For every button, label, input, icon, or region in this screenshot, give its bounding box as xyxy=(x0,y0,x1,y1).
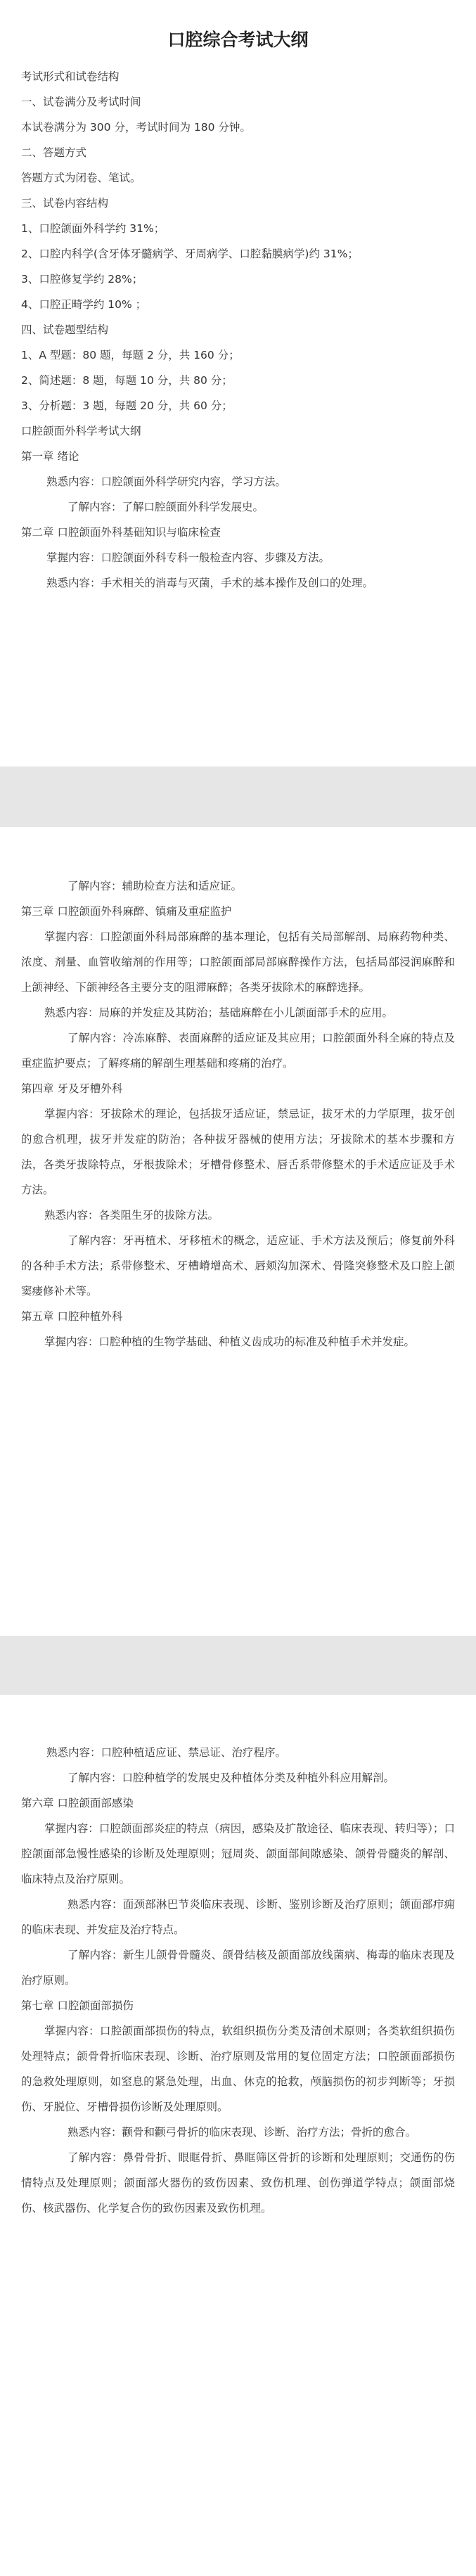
paragraph: 了解内容：鼻骨骨折、眼眶骨折、鼻眶筛区骨折的诊断和处理原则；交通伤的伤情特点及处理原则；颌面部火器伤的致伤因素、致伤机理、创伤弹道学特点；颌面部烧伤、核武器伤、化学复合伤的致伤因素及致伤机理。 xyxy=(21,2151,455,2215)
section-heading: 考试形式和试卷结构 xyxy=(21,70,120,83)
list-item: 4、口腔正畸学约 10% ； xyxy=(21,298,147,311)
paragraph: 掌握内容：口腔颌面部损伤的特点，软组织损伤分类及清创术原则；各类软组织损伤处理特点；颌骨骨折临床表现、诊断、治疗原则及常用的复位固定方法；口腔颌面部损伤的急救处理原则，如窒息的紧急处理，出血、休克的抢救，颅脑损伤的初步判断等；牙损伤、牙脱位、牙槽骨损伤诊断及处理原则。 xyxy=(21,2025,455,2113)
paragraph: 熟悉内容：颧骨和颧弓骨折的临床表现、诊断、治疗方法；骨折的愈合。 xyxy=(67,2126,417,2139)
list-item: 3、分析题：3 题，每题 20 分，共 60 分； xyxy=(21,399,233,412)
list-item: 3、口腔修复学约 28%； xyxy=(21,273,143,286)
chapter-heading: 第四章 牙及牙槽外科 xyxy=(21,1082,123,1095)
paragraph: 熟悉内容：面颈部淋巴节炎临床表现、诊断、鉴别诊断及治疗原则；颌面部疖痈的临床表现、并发症及治疗特点。 xyxy=(21,1898,455,1936)
page-title: 口腔综合考试大纲 xyxy=(167,30,309,50)
text-line: 了解内容：辅助检查方法和适应证。 xyxy=(67,880,243,892)
text-line: 熟悉内容：口腔颌面外科学研究内容，学习方法。 xyxy=(46,475,287,488)
paragraph: 掌握内容：牙拔除术的理论，包括拔牙适应证，禁忌证，拔牙术的力学原理，拔牙创的愈合机理，拔牙并发症的防治；各种拔牙器械的使用方法；牙拔除术的基本步骤和方法，各类牙拔除特点，牙根拔除术；牙槽骨修整术、唇舌系带修整术的手术适应证及手术方法。 xyxy=(21,1108,455,1196)
text-line: 掌握内容：口腔颌面外科专科一般检查内容、步骤及方法。 xyxy=(46,551,330,564)
chapter-heading: 第六章 口腔颌面部感染 xyxy=(21,1797,134,1809)
section-heading: 四、试卷题型结构 xyxy=(21,323,109,336)
text-line: 了解内容：了解口腔颌面外科学发展史。 xyxy=(67,501,264,513)
paragraph: 了解内容：新生儿颌骨骨髓炎、颌骨结核及颌面部放线菌病、梅毒的临床表现及治疗原则。 xyxy=(21,1949,455,1987)
paragraph: 熟悉内容：局麻的并发症及其防治；基础麻醉在小儿颌面部手术的应用。 xyxy=(44,1006,394,1019)
section-heading: 三、试卷内容结构 xyxy=(21,197,109,210)
document-page-1 xyxy=(0,0,476,767)
section-heading: 二、答题方式 xyxy=(21,146,87,159)
paragraph: 了解内容：冷冻麻醉、表面麻醉的适应证及其应用；口腔颌面外科全麻的特点及重症监护要点；了解疼痛的解剖生理基础和疼痛的治疗。 xyxy=(21,1032,455,1070)
page-separator xyxy=(0,1636,476,1695)
text-line: 熟悉内容：手术相关的消毒与灭菌，手术的基本操作及创口的处理。 xyxy=(46,577,374,589)
list-item: 2、口腔内科学(含牙体牙髓病学、牙周病学、口腔黏膜病学)约 31%； xyxy=(21,248,359,260)
section-heading: 口腔颌面外科学考试大纲 xyxy=(21,425,141,437)
paragraph: 掌握内容：口腔颌面外科局部麻醉的基本理论，包括有关局部解剖、局麻药物种类、浓度、剂量、血管收缩剂的作用等；口腔颌面部局部麻醉操作方法，包括局部浸润麻醉和上颌神经、下颌神经各主要分支的阻滞麻醉；各类牙拔除术的麻醉选择。 xyxy=(21,930,455,994)
text-line: 了解内容：口腔种植学的发展史及种植体分类及种植外科应用解剖。 xyxy=(67,1771,395,1784)
text-line: 答题方式为闭卷、笔试。 xyxy=(21,172,141,184)
chapter-heading: 第三章 口腔颌面外科麻醉、镇痛及重症监护 xyxy=(21,905,232,918)
paragraph: 掌握内容：口腔种植的生物学基础、种植义齿成功的标准及种植手术并发症。 xyxy=(44,1335,416,1348)
page-separator xyxy=(0,767,476,827)
document-page-3 xyxy=(0,1695,476,2576)
list-item: 1、A 型题：80 题，每题 2 分，共 160 分； xyxy=(21,349,240,361)
list-item: 2、简述题：8 题，每题 10 分，共 80 分； xyxy=(21,374,233,387)
paragraph: 了解内容：牙再植术、牙移植术的概念，适应证、手术方法及预后；修复前外科的各种手术方法；系带修整术、牙槽嵴增高术、唇颊沟加深术、骨隆突修整术及口腔上颌窦瘘修补术等。 xyxy=(21,1234,455,1297)
text-line: 本试卷满分为 300 分，考试时间为 180 分钟。 xyxy=(21,121,251,134)
chapter-heading: 第五章 口腔种植外科 xyxy=(21,1310,123,1323)
section-heading: 一、试卷满分及考试时间 xyxy=(21,96,141,108)
paragraph: 掌握内容：口腔颌面部炎症的特点（病因，感染及扩散途径、临床表现、转归等）；口腔颌面部急慢性感染的诊断及处理原则；冠周炎、颌面部间隙感染、颌骨骨髓炎的解剖、临床特点及治疗原则。 xyxy=(21,1822,455,1885)
text-line: 熟悉内容：口腔种植适应证、禁忌证、治疗程序。 xyxy=(46,1746,287,1759)
chapter-heading: 第二章 口腔颌面外科基础知识与临床检查 xyxy=(21,526,221,539)
chapter-heading: 第七章 口腔颌面部损伤 xyxy=(21,1999,134,2012)
chapter-heading: 第一章 绪论 xyxy=(21,450,79,463)
text-line: 熟悉内容：各类阻生牙的拔除方法。 xyxy=(44,1209,219,1222)
document-page-2 xyxy=(0,827,476,1636)
list-item: 1、口腔颌面外科学约 31%； xyxy=(21,222,165,235)
